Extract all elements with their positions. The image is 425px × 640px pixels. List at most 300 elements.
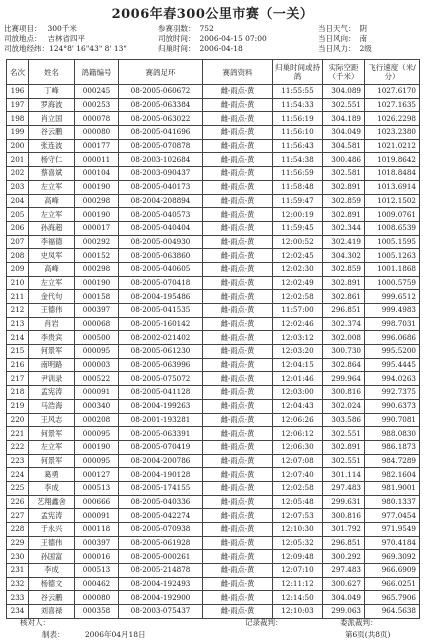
cell-name: 孟宪涛 [29,509,75,523]
made-date: 2006年04月18日 [84,630,146,639]
cell-arrival-time: 12:10:03 [273,605,323,619]
cell-ring: 08-2005-040404 [119,221,203,235]
cell-ring: 08-2005-000261 [119,550,203,564]
table-row [7,235,420,249]
cell-member-id: 000298 [75,262,119,276]
cell-ring: 08-2005-070938 [119,523,203,537]
cell-distance: 303.586 [323,413,365,427]
cell-rank: 229 [7,536,29,550]
column-header-pigeon-info: 赛鸽资料 [203,60,273,85]
cell-name: 左立军 [29,276,75,290]
coords-row: 司放地经纬：124°8' 16"43" 8' 13" [4,44,127,53]
cell-ring: 08-2004-208894 [119,194,203,208]
cell-rank: 218 [7,386,29,400]
cell-member-id: 000397 [75,536,119,550]
distance-value: 300千米 [47,24,77,33]
cell-rank: 217 [7,372,29,386]
cell-member-id: 000091 [75,509,119,523]
cell-arrival-time: 11:55:55 [273,85,323,99]
cell-pigeon-info: 雌-雨点-黄 [203,550,273,564]
cell-speed: 965.7906 [365,591,420,605]
cell-rank: 216 [7,358,29,372]
cell-member-id: 000522 [75,372,119,386]
cell-rank: 199 [7,126,29,140]
cell-member-id: 000152 [75,249,119,263]
cell-name: 马浩海 [29,399,75,413]
cell-name: 何景军 [29,345,75,359]
page-indicator: 第6页(共8页) [345,630,391,639]
cell-name: 高峰 [29,262,75,276]
race-info-right [318,24,372,54]
coords-value: 124°8' 16"43" 8' 13" [49,44,127,53]
cell-rank: 204 [7,194,29,208]
cell-distance: 300.486 [323,153,365,167]
cell-distance: 300.627 [323,577,365,591]
cell-name: 刘喜禄 [29,605,75,619]
cell-distance: 304.089 [323,85,365,99]
cell-rank: 228 [7,523,29,537]
cell-ring: 08-2005-174155 [119,481,203,495]
cell-ring: 08-2005-075072 [119,372,203,386]
cell-name: 葛勇 [29,468,75,482]
cell-pigeon-info: 雌-雨点-黄 [203,495,273,509]
table-row [7,126,420,140]
cell-member-id: 000080 [75,126,119,140]
race-info-left [4,24,127,54]
weather-row: 当日天气： 阴 [318,24,367,33]
cell-name: 李成 [29,481,75,495]
wind-force-row: 当日风力： 2级 [318,44,372,53]
cell-member-id: 000095 [75,427,119,441]
cell-rank: 201 [7,153,29,167]
cell-rank: 213 [7,317,29,331]
table-row [7,577,420,591]
cell-name: 王德伟 [29,304,75,318]
cell-member-id: 000080 [75,591,119,605]
cell-name: 李福德 [29,235,75,249]
cell-pigeon-info: 雌-雨点-黄 [203,564,273,578]
cell-rank: 202 [7,167,29,181]
cell-distance: 300.816 [323,509,365,523]
cell-ring: 08-2003-090437 [119,167,203,181]
cell-ring: 08-2004-192900 [119,591,203,605]
cell-member-id: 000358 [75,605,119,619]
cell-speed: 995.5200 [365,345,420,359]
cell-rank: 226 [7,495,29,509]
table-row [7,536,420,550]
cell-name: 谷云鹏 [29,126,75,140]
cell-name: 张连波 [29,139,75,153]
cell-member-id: 000158 [75,290,119,304]
return-time-row: 归巢时间： 2006-04-18 [158,44,243,53]
cell-distance: 302.344 [323,221,365,235]
cell-ring: 08-2001-193281 [119,413,203,427]
cell-pigeon-info: 雌-雨点-黄 [203,440,273,454]
cell-ring: 08-2005-061230 [119,345,203,359]
cell-arrival-time: 12:03:12 [273,331,323,345]
cell-rank: 219 [7,399,29,413]
cell-pigeon-info: 雌-雨点-黄 [203,454,273,468]
cell-arrival-time: 12:02:30 [273,262,323,276]
cell-arrival-time: 11:56:10 [273,126,323,140]
cell-member-id: 000292 [75,235,119,249]
cell-pigeon-info: 雌-雨点-黄 [203,577,273,591]
cell-arrival-time: 11:54:33 [273,98,323,112]
cell-pigeon-info: 雌-雨点-黄 [203,591,273,605]
cell-arrival-time: 11:54:38 [273,153,323,167]
cell-pigeon-info: 雌-雨点-黄 [203,112,273,126]
cell-arrival-time: 12:02:58 [273,290,323,304]
cell-arrival-time: 12:06:30 [273,440,323,454]
cell-pigeon-info: 雌-雨点-黄 [203,317,273,331]
cell-speed: 998.7031 [365,317,420,331]
cell-distance: 300.292 [323,550,365,564]
cell-pigeon-info: 雌-雨点-黄 [203,481,273,495]
cell-distance: 302.859 [323,194,365,208]
cell-distance: 302.374 [323,317,365,331]
wind-force-value: 2级 [359,44,372,53]
cell-rank: 200 [7,139,29,153]
cell-rank: 225 [7,481,29,495]
cell-member-id: 000095 [75,345,119,359]
cell-distance: 297.483 [323,481,365,495]
cell-member-id: 000177 [75,139,119,153]
cell-rank: 230 [7,550,29,564]
cell-arrival-time: 12:05:48 [273,495,323,509]
table-row [7,550,420,564]
release-time-value: 2006-04-15 07:00 [199,34,267,43]
table-row [7,262,420,276]
cell-speed: 995.4445 [365,358,420,372]
cell-distance: 297.483 [323,564,365,578]
table-row [7,331,420,345]
column-header-distance: 实际空距（千米） [323,60,365,85]
cell-arrival-time: 12:07:08 [273,454,323,468]
weather-value: 阴 [359,24,367,33]
cell-distance: 302.024 [323,399,365,413]
cell-name: 杨德文 [29,577,75,591]
cell-distance: 302.859 [323,262,365,276]
cell-rank: 223 [7,454,29,468]
cell-rank: 207 [7,235,29,249]
cell-arrival-time: 11:59:45 [273,221,323,235]
cell-ring: 08-2005-063022 [119,112,203,126]
cell-pigeon-info: 雌-雨点-黄 [203,331,273,345]
cell-rank: 231 [7,564,29,578]
table-row [7,208,420,222]
cell-distance: 301.792 [323,523,365,537]
cell-speed: 1008.6539 [365,221,420,235]
cell-rank: 234 [7,605,29,619]
cell-distance: 302.551 [323,98,365,112]
cell-pigeon-info: 雌-雨点-黄 [203,536,273,550]
table-row [7,290,420,304]
table-row [7,427,420,441]
cell-ring: 08-2004-190128 [119,468,203,482]
cell-name: 金代句 [29,290,75,304]
cell-name: 罗海波 [29,98,75,112]
table-row [7,358,420,372]
cell-arrival-time: 12:02:58 [273,481,323,495]
table-row [7,221,420,235]
table-row [7,345,420,359]
cell-speed: 992.7375 [365,386,420,400]
cell-pigeon-info: 雌-雨点-黄 [203,167,273,181]
cell-member-id: 000253 [75,98,119,112]
cell-distance: 302.581 [323,167,365,181]
cell-ring: 08-2002-021402 [119,331,203,345]
release-place-row: 司放地点： 吉林省四平 [4,34,85,43]
cell-member-id: 000190 [75,208,119,222]
cell-distance: 304.049 [323,591,365,605]
cell-pigeon-info: 雌-雨点-黄 [203,413,273,427]
cell-arrival-time: 11:58:48 [273,180,323,194]
cell-speed: 999.4983 [365,304,420,318]
table-row [7,112,420,126]
cell-speed: 1018.8484 [365,167,420,181]
cell-distance: 302.864 [323,358,365,372]
table-row [7,591,420,605]
cell-ring: 08-2005-042274 [119,509,203,523]
cell-name: 南明路 [29,358,75,372]
cell-pigeon-info: 雌-雨点-黄 [203,427,273,441]
cell-pigeon-info: 雌-雨点-黄 [203,523,273,537]
cell-member-id: 000011 [75,153,119,167]
cell-distance: 302.891 [323,440,365,454]
footer-line-1 [20,617,420,628]
cell-distance: 300.730 [323,345,365,359]
cell-arrival-time: 12:09:48 [273,550,323,564]
table-row [7,85,420,99]
cell-name: 于永兴 [29,523,75,537]
cell-speed: 986.1873 [365,440,420,454]
cell-arrival-time: 12:03:20 [273,345,323,359]
verifier-label: 核对人： [20,618,50,627]
column-header-arrival: 归巢时间或持鸽 [273,60,323,85]
cell-speed: 994.0263 [365,372,420,386]
cell-speed: 980.1337 [365,495,420,509]
cell-name: 孙海超 [29,221,75,235]
cell-member-id: 000091 [75,386,119,400]
cell-pigeon-info: 雌-雨点-黄 [203,85,273,99]
cell-arrival-time: 12:01:46 [273,372,323,386]
cell-distance: 304.581 [323,139,365,153]
cell-ring: 08-2005-041128 [119,386,203,400]
cell-ring: 08-2005-063384 [119,98,203,112]
cell-distance: 302.008 [323,331,365,345]
table-row [7,167,420,181]
cell-arrival-time: 11:59:47 [273,194,323,208]
cell-arrival-time: 12:00:52 [273,235,323,249]
cell-pigeon-info: 雌-雨点-黄 [203,509,273,523]
cell-name: 史凤军 [29,249,75,263]
cell-speed: 977.0454 [365,509,420,523]
results-table [6,59,420,619]
cell-ring: 08-2005-214878 [119,564,203,578]
cell-pigeon-info: 雌-雨点-黄 [203,139,273,153]
cell-ring: 08-2003-102684 [119,153,203,167]
cell-rank: 232 [7,577,29,591]
cell-pigeon-info: 雌-雨点-黄 [203,262,273,276]
cell-speed: 1026.2298 [365,112,420,126]
cell-distance: 300.816 [323,386,365,400]
cell-rank: 220 [7,413,29,427]
entries-value: 752 [199,24,214,33]
cell-ring: 08-2004-199263 [119,399,203,413]
cell-speed: 1005.1263 [365,249,420,263]
cell-distance: 296.851 [323,304,365,318]
distance-row: 比赛项目： 300千米 [4,24,77,33]
cell-ring: 08-2005-060672 [119,85,203,99]
column-header-member-id: 鸽籍编号 [75,60,119,85]
cell-speed: 971.9549 [365,523,420,537]
cell-pigeon-info: 雌-雨点-黄 [203,290,273,304]
cell-member-id: 000003 [75,358,119,372]
cell-ring: 08-2005-070418 [119,276,203,290]
cell-ring: 08-2005-063996 [119,358,203,372]
column-header-name: 姓名 [29,60,75,85]
table-row [7,194,420,208]
cell-ring: 08-2004-192493 [119,577,203,591]
table-row [7,98,420,112]
cell-ring: 08-2005-040573 [119,208,203,222]
table-row [7,440,420,454]
cell-speed: 1012.1502 [365,194,420,208]
cell-speed: 1021.0212 [365,139,420,153]
cell-arrival-time: 12:11:12 [273,577,323,591]
cell-rank: 197 [7,98,29,112]
cell-name: 高峰 [29,194,75,208]
cell-speed: 1005.1595 [365,235,420,249]
cell-name: 左立军 [29,180,75,194]
cell-pigeon-info: 雌-雨点-黄 [203,235,273,249]
cell-arrival-time: 11:56:59 [273,167,323,181]
cell-speed: 1023.2380 [365,126,420,140]
cell-pigeon-info: 雌-雨点-黄 [203,605,273,619]
made-by-label: 制表： [42,630,65,639]
cell-arrival-time: 12:05:32 [273,536,323,550]
cell-speed: 1001.1868 [365,262,420,276]
cell-arrival-time: 12:06:12 [273,427,323,441]
cell-speed: 1027.6170 [365,85,420,99]
cell-speed: 1013.6914 [365,180,420,194]
cell-member-id: 000513 [75,564,119,578]
cell-distance: 299.063 [323,605,365,619]
cell-distance: 304.189 [323,112,365,126]
cell-name: 左立军 [29,208,75,222]
cell-name: 李贵宾 [29,331,75,345]
cell-arrival-time: 12:04:43 [273,399,323,413]
cell-name: 艺翔鑫舍 [29,495,75,509]
table-row [7,523,420,537]
cell-arrival-time: 12:02:45 [273,249,323,263]
cell-ring: 08-2005-040605 [119,262,203,276]
cell-pigeon-info: 雌-雨点-黄 [203,98,273,112]
cell-name: 蔡喜斌 [29,167,75,181]
cell-member-id: 000078 [75,112,119,126]
cell-distance: 302.551 [323,427,365,441]
cell-name: 王风志 [29,413,75,427]
cell-arrival-time: 11:57:00 [273,304,323,318]
page-title: 2006年春300公里市赛（一关） [111,7,314,22]
cell-ring: 08-2005-041535 [119,304,203,318]
cell-speed: 970.4184 [365,536,420,550]
cell-arrival-time: 12:02:49 [273,276,323,290]
cell-arrival-time: 11:56:43 [273,139,323,153]
cell-speed: 969.3092 [365,550,420,564]
cell-ring: 08-2004-200786 [119,454,203,468]
cell-member-id: 000095 [75,454,119,468]
wind-direction-value: 南 [359,34,367,43]
cell-distance: 301.114 [323,468,365,482]
footer-line-2 [42,629,422,640]
cell-arrival-time: 12:07:40 [273,468,323,482]
table-header-row [7,60,420,85]
cell-name: 左立军 [29,440,75,454]
cell-rank: 205 [7,208,29,222]
cell-arrival-time: 12:10:30 [273,523,323,537]
cell-ring: 08-2003-075437 [119,605,203,619]
cell-rank: 221 [7,427,29,441]
cell-member-id: 000397 [75,304,119,318]
cell-name: 何景军 [29,454,75,468]
cell-arrival-time: 12:06:26 [273,413,323,427]
cell-name: 杨守仁 [29,153,75,167]
table-row [7,180,420,194]
cell-distance: 304.049 [323,126,365,140]
cell-member-id: 000118 [75,523,119,537]
cell-pigeon-info: 雌-雨点-黄 [203,304,273,318]
cell-pigeon-info: 雌-雨点-黄 [203,153,273,167]
cell-speed: 990.7081 [365,413,420,427]
table-row [7,317,420,331]
cell-speed: 990.6373 [365,399,420,413]
table-row [7,564,420,578]
cell-pigeon-info: 雌-雨点-黄 [203,126,273,140]
cell-distance: 302.861 [323,290,365,304]
cell-rank: 211 [7,290,29,304]
cell-arrival-time: 12:04:15 [273,358,323,372]
cell-rank: 215 [7,345,29,359]
cell-pigeon-info: 雌-雨点-黄 [203,399,273,413]
cell-speed: 964.5638 [365,605,420,619]
cell-distance: 302.419 [323,235,365,249]
cell-member-id: 000190 [75,440,119,454]
table-row [7,139,420,153]
cell-name: 肖立国 [29,112,75,126]
cell-ring: 08-2005-063860 [119,249,203,263]
cell-pigeon-info: 雌-雨点-黄 [203,276,273,290]
cell-ring: 08-2005-040173 [119,180,203,194]
release-time-row: 司放时间： 2006-04-15 07:00 [158,34,267,43]
table-row [7,153,420,167]
cell-member-id: 000666 [75,495,119,509]
table-row [7,509,420,523]
cell-ring: 08-2005-160142 [119,317,203,331]
cell-ring: 08-2004-195486 [119,290,203,304]
wind-direction-row: 当日风向： 南 [318,34,367,43]
record-judge-label: 记录裁判： [245,618,283,627]
cell-ring: 08-2005-040336 [119,495,203,509]
cell-rank: 198 [7,112,29,126]
cell-rank: 224 [7,468,29,482]
cell-arrival-time: 11:56:19 [273,112,323,126]
cell-name: 尹训录 [29,372,75,386]
table-row [7,304,420,318]
cell-rank: 233 [7,591,29,605]
table-row [7,413,420,427]
cell-pigeon-info: 雌-雨点-黄 [203,180,273,194]
